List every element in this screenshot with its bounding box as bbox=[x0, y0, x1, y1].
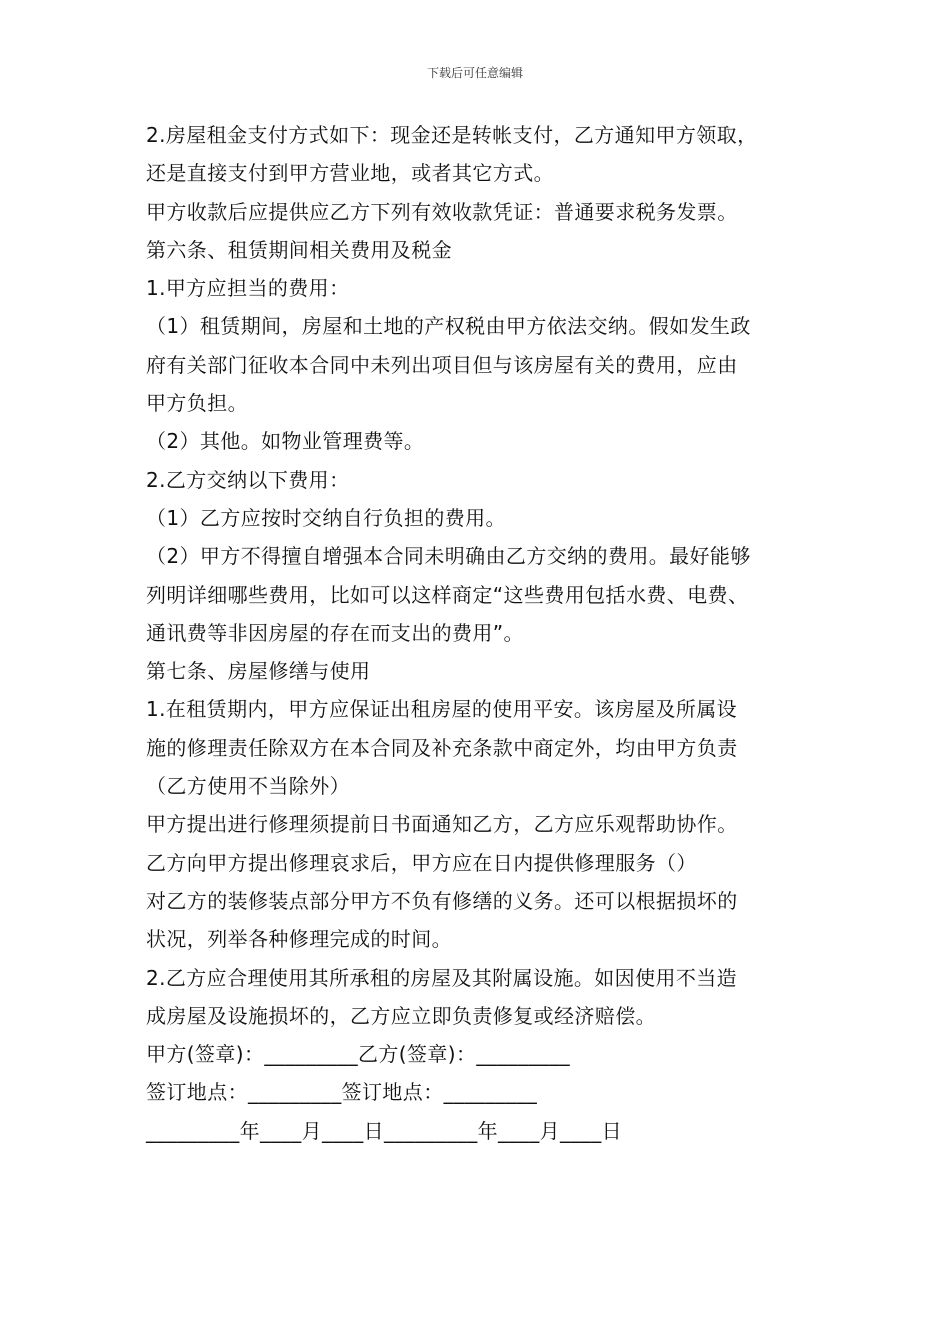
paragraph-line: 甲方提出进行修理须提前日书面通知乙方，乙方应乐观帮助协作。 bbox=[146, 812, 738, 837]
signing-place-line: 签订地点：_________签订地点：_________ bbox=[146, 1080, 538, 1105]
paragraph-line: 通讯费等非因房屋的存在而支出的费用”。 bbox=[146, 620, 524, 645]
paragraph-line: 2.乙方应合理使用其所承租的房屋及其附属设施。如因使用不当造 bbox=[146, 965, 738, 990]
paragraph-line: 1.甲方应担当的费用： bbox=[146, 276, 350, 301]
paragraph-line: 状况，列举各种修理完成的时间。 bbox=[146, 927, 452, 952]
paragraph-line: （1）租赁期间，房屋和土地的产权税由甲方依法交纳。假如发生政 bbox=[146, 314, 751, 339]
paragraph-line: （乙方使用不当除外） bbox=[146, 774, 350, 799]
date-line: _________年____月____日_________年____月____日 bbox=[146, 1118, 622, 1143]
section-heading: 第七条、房屋修缮与使用 bbox=[146, 659, 371, 684]
paragraph-line: 乙方向甲方提出修理哀求后，甲方应在日内提供修理服务（） bbox=[146, 850, 697, 875]
document-body bbox=[146, 116, 826, 1150]
paragraph-line: 甲方收款后应提供应乙方下列有效收款凭证：普通要求税务发票。 bbox=[146, 199, 738, 224]
section-heading: 第六条、租赁期间相关费用及税金 bbox=[146, 237, 452, 262]
paragraph-line: 成房屋及设施损坏的，乙方应立即负责修复或经济赔偿。 bbox=[146, 1003, 656, 1028]
paragraph-line: （2）甲方不得擅自增强本合同未明确由乙方交纳的费用。最好能够 bbox=[146, 544, 751, 569]
page-header: 下载后可任意编辑 bbox=[426, 66, 523, 80]
paragraph-line: 对乙方的装修装点部分甲方不负有修缮的义务。还可以根据损坏的 bbox=[146, 888, 738, 913]
paragraph-line: 还是直接支付到甲方营业地，或者其它方式。 bbox=[146, 161, 554, 186]
paragraph-line: 1.在租赁期内，甲方应保证出租房屋的使用平安。该房屋及所属设 bbox=[146, 697, 738, 722]
paragraph-line: （1）乙方应按时交纳自行负担的费用。 bbox=[146, 505, 506, 530]
paragraph-line: （2）其他。如物业管理费等。 bbox=[146, 429, 425, 454]
paragraph-line: 2.乙方交纳以下费用： bbox=[146, 467, 350, 492]
paragraph-line: 府有关部门征收本合同中未列出项目但与该房屋有关的费用，应由 bbox=[146, 352, 738, 377]
paragraph-line: 甲方负担。 bbox=[146, 391, 248, 416]
paragraph-line: 2.房屋租金支付方式如下：现金还是转帐支付，乙方通知甲方领取， bbox=[146, 123, 758, 147]
paragraph-line: 列明详细哪些费用，比如可以这样商定“这些费用包括水费、电费、 bbox=[146, 582, 749, 607]
signature-line: 甲方(签章)：_________乙方(签章)：_________ bbox=[146, 1042, 571, 1067]
paragraph-line: 施的修理责任除双方在本合同及补充条款中商定外，均由甲方负责 bbox=[146, 735, 738, 760]
